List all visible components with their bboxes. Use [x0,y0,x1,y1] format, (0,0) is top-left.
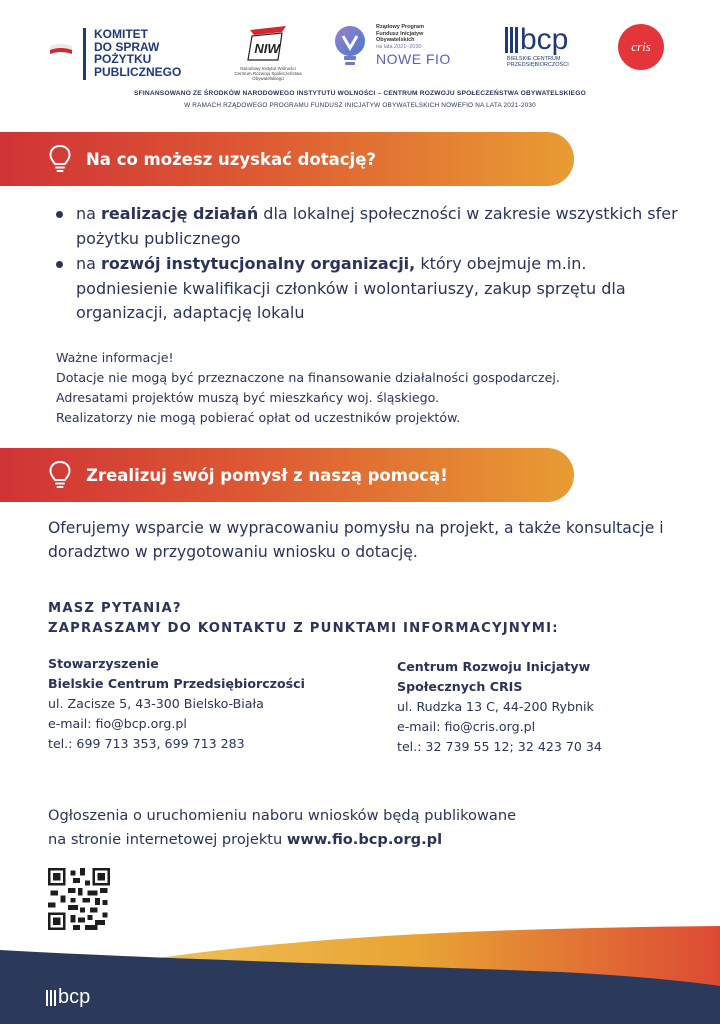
offer-text: Oferujemy wsparcie w wypracowaniu pomysłu na projekt, a także konsultacje i doradztwo w przygotowaniu wniosku o dotację. [48,519,664,561]
footer-wave [0,920,720,1024]
contact-cris: Centrum Rozwoju Inicjatyw Społecznych CRIS ul. Rudzka 13 C, 44-200 Rybnik e-mail: fio@cris.org.pl tel.: 32 739 55 12; 32 423 70 34 [397,657,602,757]
kpzp-logo: KOMITET DO SPRAW POŻYTKU PUBLICZNEGO [83,28,181,80]
niw-mark-icon [242,24,294,62]
section-1-title: Na co możesz uzyskać dotację? [86,149,376,169]
funding-line-1: SFINANSOWANO ZE ŚRODKÓW NARODOWEGO INSTYTUTU WOLNOŚCI – CENTRUM ROZWOJU SPOŁECZEŃSTWA OBYWATELSKIEGO [134,90,586,97]
list-item: na realizację działań dla lokalnej społeczności w zakresie wszystkich sfer pożytku publicznego [52,202,692,251]
lightbulb-icon [48,460,72,490]
email-link[interactable]: e-mail: fio@bcp.org.pl [48,716,187,731]
project-url-link[interactable]: www.fio.bcp.org.pl [286,831,443,848]
footer-bcp-logo: bcp [46,986,90,1009]
phone-number: tel.: 699 713 353, 699 713 283 [48,736,245,751]
lightbulb-icon [48,144,72,174]
phone-number: tel.: 32 739 55 12; 32 423 70 34 [397,739,602,754]
list-item: na rozwój instytucjonalny organizacji, który obejmuje m.in. podniesienie kwalifikacji członków i wolontariuszy, zakup sprzętu dla organizacji, adaptację lokalu [52,252,692,326]
questions-heading: MASZ PYTANIA? ZAPRASZAMY DO KONTAKTU Z PUNKTAMI INFORMACYJNYMI: [48,601,559,636]
cris-logo: cris [618,24,664,70]
niw-logo [228,24,308,81]
contact-bcp: Stowarzyszenie Bielskie Centrum Przedsiębiorczości ul. Zacisze 5, 43-300 Bielsko-Biała e-mail: fio@bcp.org.pl tel.: 699 713 353, 699 713 283 [48,654,305,754]
logo-row [0,18,720,88]
funding-line-2: W RAMACH RZĄDOWEGO PROGRAMU FUNDUSZ INICJATYW OBYWATELSKICH NOWEFIO NA LATA 2021-2030 [184,102,536,109]
grant-purposes-list [52,202,692,326]
announcement: Ogłoszenia o uruchomieniu naboru wniosków będą publikowane na stronie internetowej projektu www.fio.bcp.org.pl [48,807,517,848]
bcp-logo: bcp BIELSKIE CENTRUM PRZEDSIĘBIORCZOŚCI [507,23,569,68]
niw-caption-line-1: Narodowy Instytut Wolności [240,66,296,71]
fio-bulb-icon [332,24,368,70]
email-link[interactable]: e-mail: fio@cris.org.pl [397,719,536,734]
section-2-title: Zrealizuj swój pomysł z naszą pomocą! [86,465,448,485]
nowe-fio-logo: Rządowy Program Fundusz Inicjatyw Obywatelskich na lata 2021–2030 NOWE FIO [332,24,451,70]
section-1-banner [0,132,574,186]
section-2-banner [0,448,574,502]
important-info: Ważne informacje! Dotacje nie mogą być przeznaczone na finansowanie działalności gospodarczej. Adresatami projektów muszą być mieszkańcy woj. śląskiego. Realizatorzy nie mogą pobierać opłat od uczestników projektów. [56,350,560,425]
niw-caption-line-2: Centrum Rozwoju Społeczeństwa Obywatelskiego [234,71,302,81]
polish-flag-icon [48,42,74,58]
svg-text:NIW: NIW [254,41,280,56]
